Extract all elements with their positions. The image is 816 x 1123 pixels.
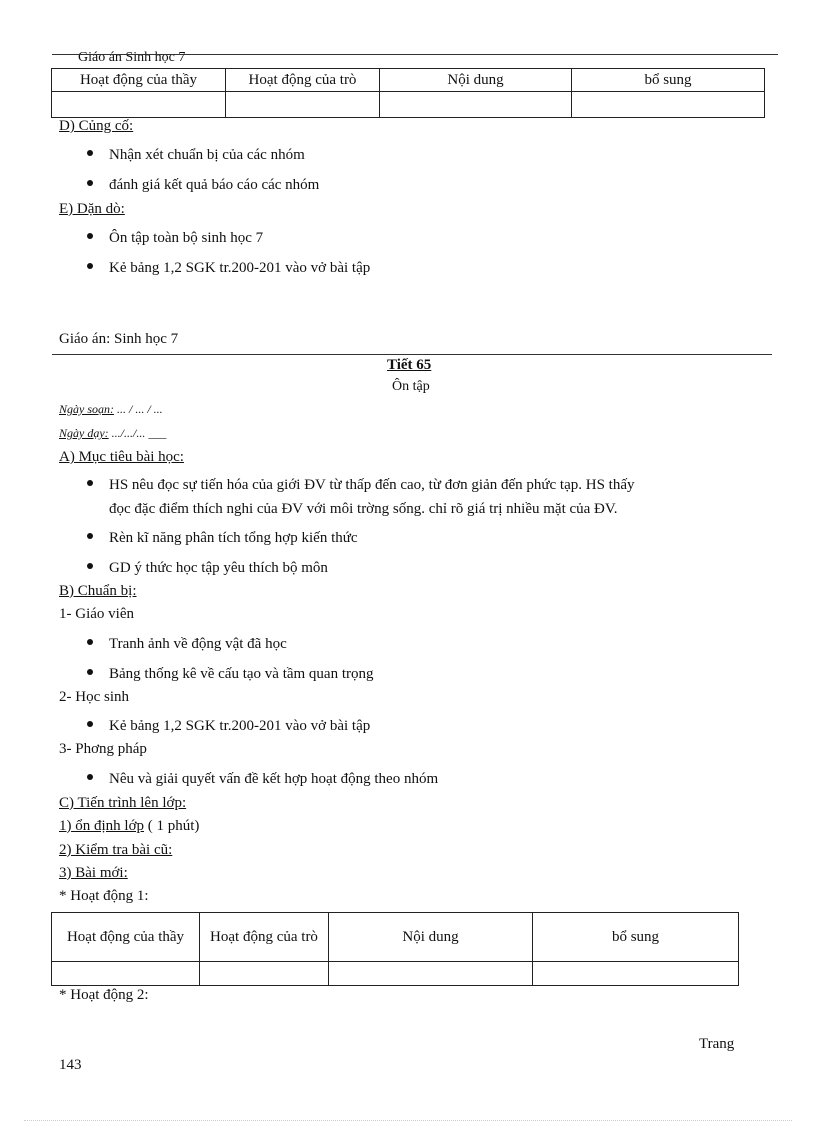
bullet-icon: [87, 233, 93, 239]
table-cell: [380, 92, 572, 118]
section-process: C) Tiến trình lên lớp:: [59, 795, 187, 811]
ngay-soan-value: ... / ... / ...: [114, 402, 163, 416]
section-prep: B) Chuẩn bị:: [59, 583, 137, 599]
header-rule-top: [52, 54, 778, 55]
list-item: Kẻ bảng 1,2 SGK tr.200-201 vào vở bài tập: [109, 260, 371, 276]
list-item: Nêu và giải quyết vấn đề kết hợp hoạt động theo nhóm: [109, 771, 439, 787]
footer-page-number: 143: [59, 1057, 82, 1073]
running-header: Giáo án: Sinh học 7: [59, 331, 179, 347]
list-item: Ôn tập toàn bộ sinh học 7: [109, 230, 264, 246]
lesson-subtitle: Ôn tập: [392, 379, 430, 394]
list-item: Tranh ảnh về động vật đã học: [109, 636, 287, 652]
bullet-icon: [87, 563, 93, 569]
bullet-icon: [87, 150, 93, 156]
step-2: 2) Kiểm tra bài cũ:: [59, 842, 173, 858]
activity-table-top: [51, 68, 765, 118]
list-item: Nhận xét chuẩn bị của các nhóm: [109, 147, 305, 163]
table-header-cell: bổ sung: [533, 913, 739, 962]
list-item: GD ý thức học tập yêu thích bộ môn: [109, 560, 328, 576]
bullet-icon: [87, 263, 93, 269]
page-edge-rule: [24, 1120, 792, 1121]
list-item-continuation: đọc đặc điểm thích nghi của ĐV với môi trờng sống. chỉ rõ giá trị nhiều mặt của ĐV.: [109, 501, 618, 517]
table-header-cell: Hoạt động của trò: [200, 913, 329, 962]
table-header-cell: Hoạt động của trò: [226, 69, 380, 92]
running-header-top: Giáo án Sinh học 7: [78, 50, 186, 65]
ngay-day-label: Ngày dạy:: [59, 426, 109, 440]
table-cell: [572, 92, 765, 118]
method-label: 3- Phơng pháp: [59, 741, 147, 757]
list-item: Rèn kĩ năng phân tích tổng hợp kiến thức: [109, 530, 358, 546]
section-dan-do: E) Dặn dò:: [59, 201, 125, 217]
bullet-icon: [87, 669, 93, 675]
list-item: đánh giá kết quả báo cáo các nhóm: [109, 177, 320, 193]
ngay-day-value: .../.../... ___: [108, 426, 167, 440]
bullet-icon: [87, 774, 93, 780]
student-label: 2- Học sinh: [59, 689, 129, 705]
activity-1-label: * Hoạt động 1:: [59, 888, 149, 904]
step-1-note: ( 1 phút): [144, 818, 200, 834]
table-header-cell: Nội dung: [380, 69, 572, 92]
ngay-soan-label: Ngày soạn:: [59, 402, 114, 416]
section-objectives: A) Mục tiêu bài học:: [59, 449, 184, 465]
ngay-day: [59, 426, 166, 441]
table-header-cell: Nội dung: [329, 913, 533, 962]
bullet-icon: [87, 180, 93, 186]
step-1-label: 1) ổn định lớp: [59, 818, 145, 834]
activity-table: [51, 912, 739, 986]
teacher-label: 1- Giáo viên: [59, 606, 134, 622]
table-cell: [226, 92, 380, 118]
footer-trang: Trang: [699, 1036, 735, 1052]
table-cell: [533, 962, 739, 986]
table-cell: [52, 92, 226, 118]
ngay-soan: [59, 402, 163, 417]
list-item: HS nêu đọc sự tiến hóa của giới ĐV từ thấp đến cao, từ đơn giản đến phức tạp. HS thấy: [109, 477, 635, 493]
step-3: 3) Bài mới:: [59, 865, 128, 881]
section-cung-co: D) Củng cố:: [59, 118, 134, 134]
step-1: [59, 818, 199, 835]
table-cell: [200, 962, 329, 986]
table-cell: [52, 962, 200, 986]
lesson-title: Tiết 65: [387, 357, 432, 373]
activity-2-label: * Hoạt động 2:: [59, 987, 149, 1003]
bullet-icon: [87, 533, 93, 539]
table-header-cell: Hoạt động của thầy: [52, 69, 226, 92]
header-rule: [52, 354, 772, 355]
table-cell: [329, 962, 533, 986]
table-header-cell: Hoạt động của thầy: [52, 913, 200, 962]
list-item: Bảng thống kê về cấu tạo và tầm quan trọng: [109, 666, 374, 682]
bullet-icon: [87, 639, 93, 645]
table-header-cell: bổ sung: [572, 69, 765, 92]
bullet-icon: [87, 721, 93, 727]
bullet-icon: [87, 480, 93, 486]
list-item: Kẻ bảng 1,2 SGK tr.200-201 vào vở bài tập: [109, 718, 371, 734]
